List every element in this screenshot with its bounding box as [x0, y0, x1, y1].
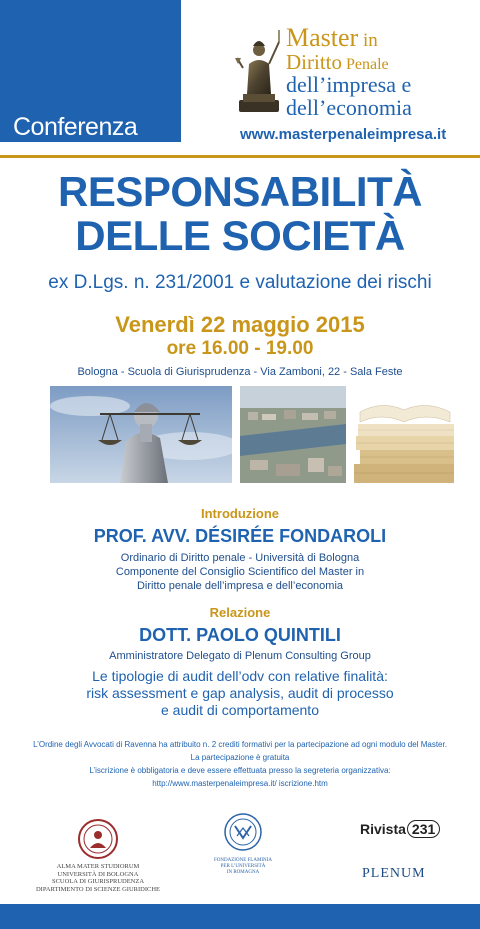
fondazione-line2: PER L’UNIVERSITÀ [220, 864, 266, 869]
notes [0, 738, 480, 790]
rivista-word: Rivista [360, 821, 406, 837]
unibo-line1: ALMA MATER STUDIORUM [56, 863, 140, 870]
speaker1-name: PROF. AVV. DÉSIRÉE FONDAROLI [93, 526, 387, 546]
event-title-line1: RESPONSABILITÀ [57, 168, 423, 215]
footer-bar [0, 904, 480, 929]
port-aerial-photo [240, 386, 346, 483]
unibo-seal-icon [77, 818, 119, 860]
rivista-number: 231 [407, 820, 440, 838]
event-subtitle: ex D.Lgs. n. 231/2001 e valutazione dei rischi [48, 272, 432, 293]
fondazione-seal-icon [223, 812, 263, 852]
justice-statue-icon [233, 28, 285, 114]
relazione-label: Relazione [209, 605, 271, 620]
speaker2-name: DOTT. PAOLO QUINTILI [139, 625, 341, 645]
conferenza-label: Conferenza [13, 113, 138, 141]
speaker1-role-line3: Diritto penale dell’impresa e dell’economia [136, 580, 344, 592]
free-note: La partecipazione è gratuita [190, 753, 290, 762]
event-title-line2: DELLE SOCIETÀ [75, 212, 405, 259]
master-title [286, 25, 476, 119]
divider-rule [0, 155, 480, 158]
intro-label: Introduzione [201, 506, 279, 521]
books-photo [352, 386, 456, 483]
talk-topic [0, 668, 480, 719]
event-title [0, 170, 480, 258]
master-line1 [286, 25, 476, 51]
fondazione-line1: FONDAZIONE FLAMINIA [214, 858, 272, 863]
header [0, 0, 480, 150]
rivista231-logo [360, 820, 440, 838]
speaker2-role: Amministratore Delegato di Plenum Consulting Group [109, 650, 371, 662]
master-line3: dell’impresa e [286, 72, 412, 97]
justice-statue-photo [50, 386, 232, 483]
master-line4: dell’economia [286, 95, 412, 120]
conferenza-banner [0, 0, 181, 142]
plenum-logo: PLENUM [362, 866, 426, 881]
event-time: ore 16.00 - 19.00 [166, 338, 314, 359]
fondazione-flaminia-logo [210, 812, 276, 876]
talk-topic-line2: risk assessment e gap analysis, audit di processo [86, 685, 394, 701]
unibo-line3: SCUOLA DI GIURISPRUDENZA [51, 878, 145, 885]
in-word: in [358, 30, 378, 51]
master-line2 [286, 52, 476, 73]
unibo-line4: DIPARTIMENTO DI SCIENZE GIURIDICHE [35, 885, 160, 893]
penale-word: Penale [342, 56, 389, 73]
speaker1-role-line1: Ordinario di Diritto penale - Università di Bologna [120, 552, 360, 564]
talk-topic-line1: Le tipologie di audit dell’odv con relative finalità: [92, 668, 388, 684]
unibo-line2: UNIVERSITÀ DI BOLOGNA [57, 870, 139, 878]
credits-note: L’Ordine degli Avvocati di Ravenna ha attribuito n. 2 crediti formativi per la partecipazione ad ogni modulo del Master. [33, 740, 447, 749]
event-date: Venerdì 22 maggio 2015 [115, 312, 365, 337]
master-word: Master [286, 23, 359, 52]
unibo-text [28, 863, 168, 893]
fondazione-text [210, 858, 276, 876]
speaker1-role-line2: Componente del Consiglio Scientifico del Master in [115, 566, 365, 578]
speaker1-role [0, 551, 480, 593]
diritto-word: Diritto [286, 50, 342, 74]
event-venue: Bologna - Scuola di Giurisprudenza - Via Zamboni, 22 - Sala Feste [77, 366, 403, 378]
unibo-logo [28, 818, 168, 893]
website-link[interactable]: www.masterpenaleimpresa.it [240, 126, 447, 143]
registration-note: L’iscrizione è obbligatoria e deve essere effettuata presso la segreteria organizzativa: [89, 766, 391, 775]
fondazione-line3: IN ROMAGNA [226, 870, 260, 875]
talk-topic-line3: e audit di comportamento [161, 702, 319, 718]
registration-link[interactable]: http://www.masterpenaleimpresa.it/ iscrizione.htm [152, 779, 328, 788]
